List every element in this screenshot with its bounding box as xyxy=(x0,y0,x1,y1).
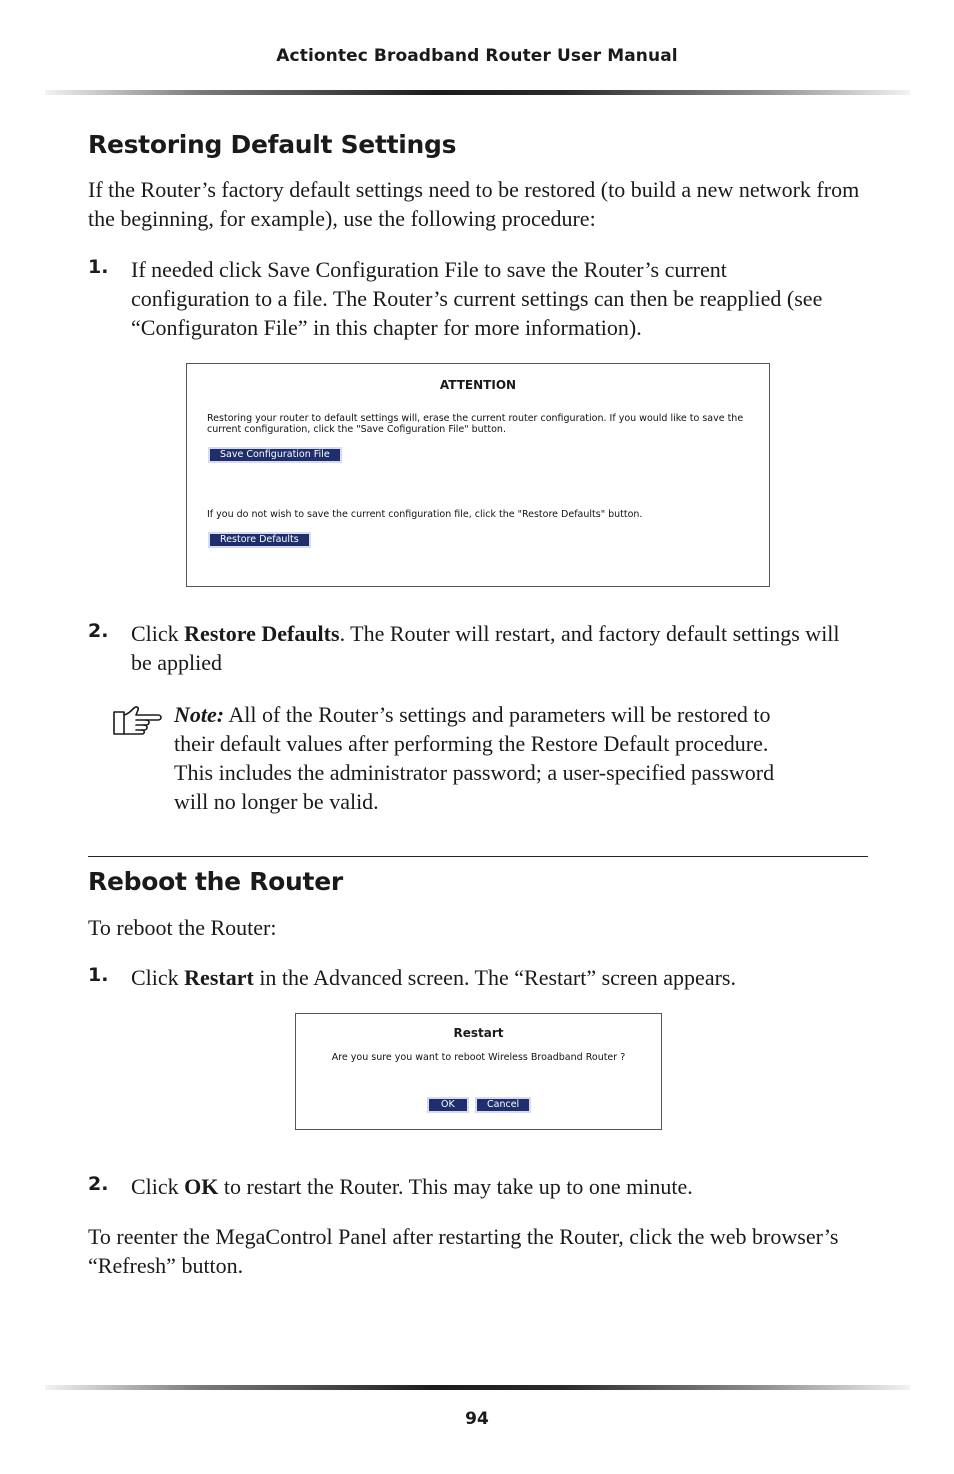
section-heading-reboot: Reboot the Router xyxy=(88,867,343,896)
attention-message: Restoring your router to default settings will, erase the current router configuration. If you would like to save the current configuration, click the "Save Cofiguration File" button. xyxy=(207,413,744,435)
step-number: 1. xyxy=(88,256,109,278)
section-divider xyxy=(88,856,868,857)
step-number: 1. xyxy=(88,964,109,986)
step-text: Click Restart in the Advanced screen. The “Restart” screen appears. xyxy=(131,965,736,990)
reboot-closing: To reenter the MegaControl Panel after restarting the Router, click the web browser’s “Refresh” button. xyxy=(88,1224,839,1278)
page-number: 94 xyxy=(465,1409,489,1429)
attention-message-2: If you do not wish to save the current configuration file, click the "Restore Defaults" button. xyxy=(207,509,643,520)
footer-rule xyxy=(45,1385,910,1390)
note-text: All of the Router’s settings and parameters will be restored to their default values after performing the Restore Default procedure. This includes the administrator password; a user-specified password will no longer be valid. xyxy=(174,702,775,814)
header-rule xyxy=(45,90,910,95)
restart-message: Are you sure you want to reboot Wireless Broadband Router ? xyxy=(331,1052,626,1063)
note-block xyxy=(174,700,784,816)
cancel-button[interactable]: Cancel xyxy=(475,1097,531,1113)
section-heading-restore: Restoring Default Settings xyxy=(88,130,457,159)
step-number: 2. xyxy=(88,1173,109,1195)
pointing-hand-icon xyxy=(112,704,166,738)
restore-defaults-button[interactable]: Restore Defaults xyxy=(208,532,311,548)
restart-title: Restart xyxy=(453,1026,504,1040)
step-text: If needed click Save Configuration File to save the Router’s current configuration to a file. The Router’s current settings can then be reapplied (see “Configuraton File” in this chapter for more information). xyxy=(131,257,823,340)
step-text: Click Restore Defaults. The Router will restart, and factory default settings will be applied xyxy=(131,621,840,675)
reboot-intro: To reboot the Router: xyxy=(88,915,277,940)
attention-screenshot xyxy=(186,363,770,587)
save-configuration-file-button[interactable]: Save Configuration File xyxy=(208,447,342,463)
step-text: Click OK to restart the Router. This may take up to one minute. xyxy=(131,1174,693,1199)
attention-title: ATTENTION xyxy=(439,378,517,392)
note-label: Note: xyxy=(174,702,225,727)
restore-intro: If the Router’s factory default settings need to be restored (to build a new network from the beginning, for example), use the following procedure: xyxy=(88,177,860,231)
ok-button[interactable]: OK xyxy=(427,1097,469,1113)
step-number: 2. xyxy=(88,620,109,642)
restart-screenshot xyxy=(295,1013,662,1130)
running-header: Actiontec Broadband Router User Manual xyxy=(276,46,678,66)
